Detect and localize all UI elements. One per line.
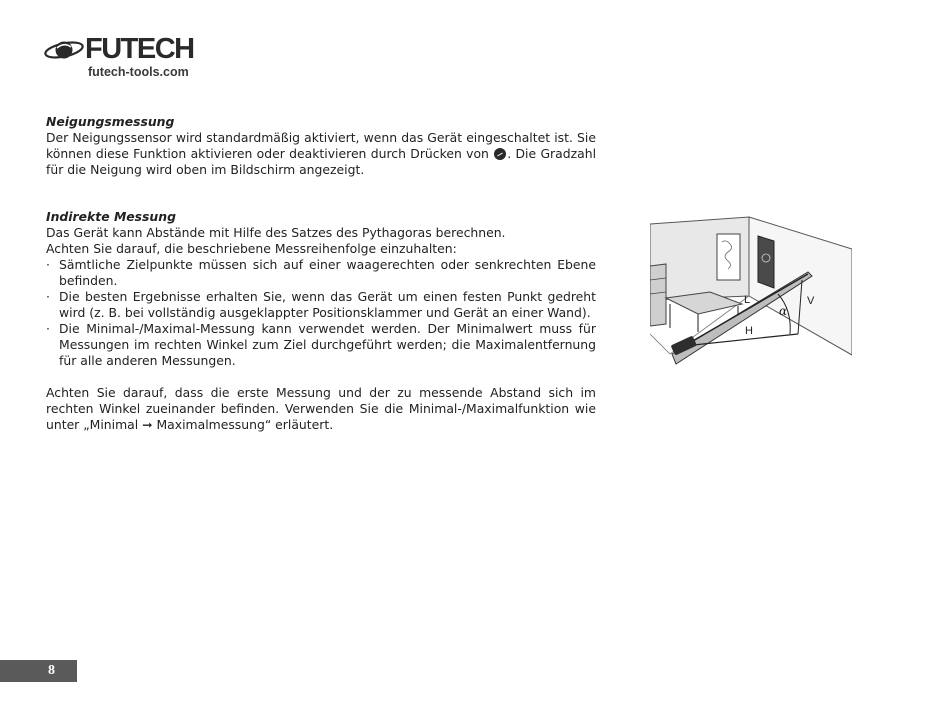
tilt-button-icon — [494, 148, 506, 160]
note-text-part2: Maximalmessung“ erläutert. — [156, 417, 334, 432]
page-number: 8 — [0, 660, 77, 682]
tilt-text-part2: . Die Gradzahl für die Neigung wird oben im Bildschirm angezeigt. — [46, 146, 597, 177]
list-item: · Die Minimal-/Maximal-Messung kann verwendet werden. Der Minimalwert muss für Messungen im rechten Winkel zum Ziel durchgeführt werden; die Maximalentfernung für alle anderen Messungen. — [46, 321, 596, 369]
indirect-section-title: Indirekte Messung — [46, 209, 176, 224]
label-v: V — [807, 295, 815, 307]
tilt-paragraph — [46, 130, 596, 178]
tilt-text-part1: Der Neigungssensor wird standardmäßig aktiviert, wenn das Gerät eingeschaltet ist. Sie können diese Funktion aktivieren oder deaktivieren durch Drücken von — [46, 130, 596, 161]
note-text-part1: Achten Sie darauf, dass die erste Messung und der zu messende Abstand sich im rechten Winkel zueinander befinden. Verwenden Sie die Minimal-/Maximalfunktion wie unter „Minimal — [46, 385, 596, 432]
list-item: · Sämtliche Zielpunkte müssen sich auf einer waagerechten oder senkrechten Ebene befinden. — [46, 257, 596, 289]
arrow-right-icon: ➞ — [142, 417, 153, 432]
tilt-section-title: Neigungsmessung — [46, 114, 175, 129]
brand-url: futech-tools.com — [88, 65, 189, 79]
brand-name: FUTECH — [85, 33, 194, 65]
label-l: L — [744, 294, 751, 306]
indirect-bullet-list — [46, 257, 596, 369]
planet-logo-icon — [44, 36, 86, 64]
indirect-intro-line1: Das Gerät kann Abstände mit Hilfe des Satzes des Pythagoras berechnen. — [46, 225, 506, 240]
indirect-measurement-illustration — [650, 214, 852, 368]
indirect-note — [46, 385, 596, 433]
brand-logo — [44, 34, 214, 82]
label-h: H — [745, 325, 753, 337]
list-item: · Die besten Ergebnisse erhalten Sie, wenn das Gerät um einen festen Punkt gedreht wird (z. B. bei vollständig ausgeklappter Positionsklammer und Gerät an einer Wand). — [46, 289, 596, 321]
indirect-intro-line2: Achten Sie darauf, die beschriebene Messreihenfolge einzuhalten: — [46, 241, 457, 256]
manual-text — [46, 114, 596, 433]
label-alpha: α — [779, 304, 788, 318]
